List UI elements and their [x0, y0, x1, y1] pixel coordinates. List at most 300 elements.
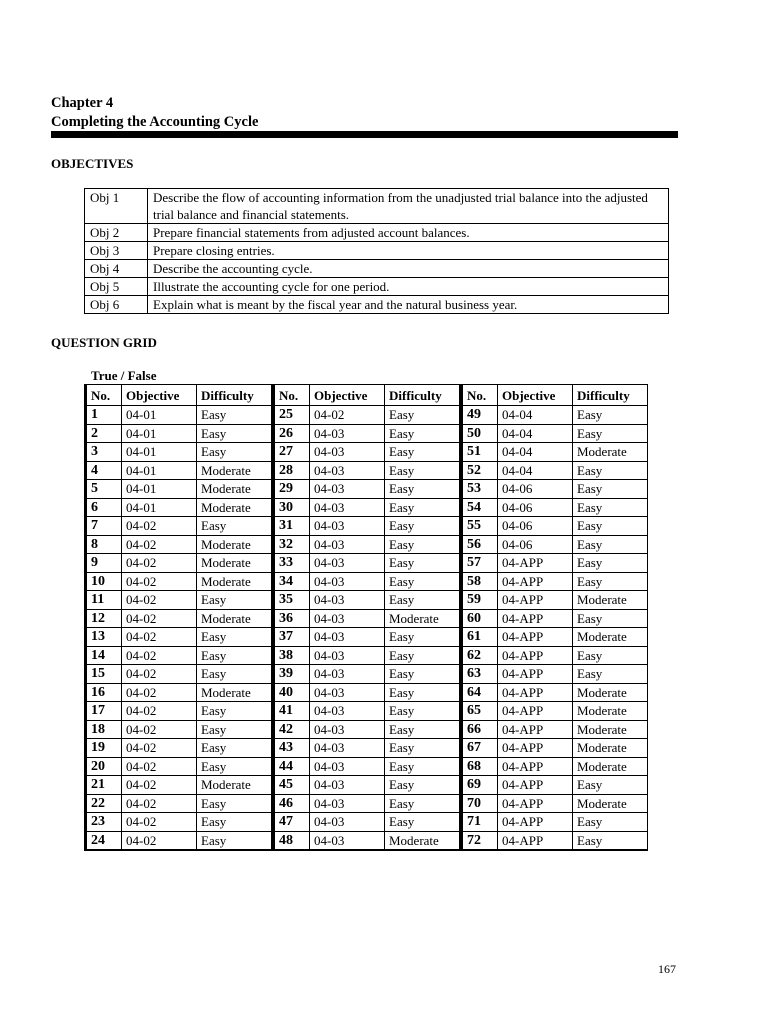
question-objective: 04-APP [498, 757, 573, 776]
question-grid [84, 384, 648, 851]
table-row [274, 776, 460, 795]
table-row [86, 794, 272, 813]
question-objective: 04-03 [310, 609, 385, 628]
question-difficulty: Moderate [573, 739, 648, 758]
table-row [86, 683, 272, 702]
grid-header-row [462, 385, 648, 406]
table-row [86, 443, 272, 462]
objective-id: Obj 5 [85, 278, 148, 296]
column-header-difficulty: Difficulty [573, 385, 648, 406]
question-difficulty: Easy [573, 406, 648, 425]
question-number: 7 [86, 517, 122, 536]
objective-id: Obj 3 [85, 242, 148, 260]
question-number: 66 [462, 720, 498, 739]
question-difficulty: Easy [573, 498, 648, 517]
question-objective: 04-02 [122, 720, 197, 739]
question-number: 58 [462, 572, 498, 591]
chapter-number: Chapter 4 [51, 95, 114, 111]
question-objective: 04-02 [310, 406, 385, 425]
table-row [462, 535, 648, 554]
question-number: 14 [86, 646, 122, 665]
question-difficulty: Moderate [385, 831, 460, 850]
question-objective: 04-APP [498, 572, 573, 591]
table-row [462, 554, 648, 573]
question-difficulty: Easy [385, 461, 460, 480]
question-difficulty: Easy [573, 517, 648, 536]
question-difficulty: Easy [197, 702, 272, 721]
question-objective: 04-APP [498, 702, 573, 721]
table-row [86, 665, 272, 684]
question-number: 49 [462, 406, 498, 425]
question-number: 62 [462, 646, 498, 665]
question-objective: 04-04 [498, 443, 573, 462]
question-objective: 04-03 [310, 424, 385, 443]
table-row [274, 535, 460, 554]
question-number: 60 [462, 609, 498, 628]
question-difficulty: Easy [385, 572, 460, 591]
question-objective: 04-APP [498, 794, 573, 813]
table-row [86, 480, 272, 499]
question-difficulty: Easy [385, 498, 460, 517]
table-row [274, 720, 460, 739]
table-row [86, 498, 272, 517]
table-row [86, 646, 272, 665]
question-number: 8 [86, 535, 122, 554]
question-objective: 04-01 [122, 406, 197, 425]
table-row [86, 424, 272, 443]
question-objective: 04-APP [498, 683, 573, 702]
question-objective: 04-APP [498, 720, 573, 739]
table-row [274, 739, 460, 758]
question-objective: 04-03 [310, 517, 385, 536]
question-difficulty: Easy [385, 591, 460, 610]
question-number: 19 [86, 739, 122, 758]
question-number: 30 [274, 498, 310, 517]
objectives-heading: OBJECTIVES [51, 156, 134, 171]
question-difficulty: Easy [385, 776, 460, 795]
question-difficulty: Moderate [197, 776, 272, 795]
question-number: 48 [274, 831, 310, 850]
question-number: 26 [274, 424, 310, 443]
question-objective: 04-02 [122, 517, 197, 536]
table-row [462, 646, 648, 665]
objective-row [85, 296, 669, 314]
question-difficulty: Moderate [573, 702, 648, 721]
question-number: 13 [86, 628, 122, 647]
table-row [86, 831, 272, 850]
column-header-difficulty: Difficulty [385, 385, 460, 406]
question-objective: 04-03 [310, 794, 385, 813]
true-false-heading: True / False [91, 368, 157, 383]
question-difficulty: Easy [197, 646, 272, 665]
objective-id: Obj 4 [85, 260, 148, 278]
table-row [462, 739, 648, 758]
column-header-difficulty: Difficulty [197, 385, 272, 406]
table-row [462, 517, 648, 536]
question-number: 47 [274, 813, 310, 832]
question-objective: 04-03 [310, 683, 385, 702]
question-number: 61 [462, 628, 498, 647]
question-difficulty: Moderate [197, 480, 272, 499]
table-row [274, 406, 460, 425]
question-number: 56 [462, 535, 498, 554]
question-difficulty: Easy [573, 535, 648, 554]
question-difficulty: Easy [385, 480, 460, 499]
objective-id: Obj 1 [85, 189, 148, 224]
question-number: 24 [86, 831, 122, 850]
objective-text: Illustrate the accounting cycle for one period. [148, 278, 669, 296]
question-number: 57 [462, 554, 498, 573]
question-grid-block [84, 384, 272, 851]
question-number: 59 [462, 591, 498, 610]
question-number: 36 [274, 609, 310, 628]
table-row [86, 535, 272, 554]
table-row [274, 498, 460, 517]
question-objective: 04-03 [310, 591, 385, 610]
table-row [86, 554, 272, 573]
question-objective: 04-01 [122, 498, 197, 517]
table-row [86, 572, 272, 591]
question-difficulty: Easy [385, 628, 460, 647]
question-objective: 04-04 [498, 406, 573, 425]
question-objective: 04-02 [122, 609, 197, 628]
question-objective: 04-02 [122, 813, 197, 832]
question-difficulty: Moderate [197, 498, 272, 517]
column-header-objective: Objective [310, 385, 385, 406]
column-header-objective: Objective [498, 385, 573, 406]
question-objective: 04-03 [310, 480, 385, 499]
question-objective: 04-02 [122, 535, 197, 554]
table-row [86, 720, 272, 739]
question-objective: 04-03 [310, 831, 385, 850]
objective-id: Obj 2 [85, 224, 148, 242]
chapter-heading [51, 94, 258, 132]
question-difficulty: Easy [385, 683, 460, 702]
table-row [274, 628, 460, 647]
table-row [86, 757, 272, 776]
question-objective: 04-06 [498, 535, 573, 554]
question-objective: 04-03 [310, 739, 385, 758]
question-objective: 04-02 [122, 683, 197, 702]
table-row [86, 776, 272, 795]
question-objective: 04-02 [122, 757, 197, 776]
table-row [274, 646, 460, 665]
question-objective: 04-02 [122, 665, 197, 684]
table-row [86, 461, 272, 480]
table-row [86, 591, 272, 610]
question-objective: 04-03 [310, 720, 385, 739]
question-number: 68 [462, 757, 498, 776]
question-number: 51 [462, 443, 498, 462]
question-number: 17 [86, 702, 122, 721]
question-objective: 04-APP [498, 831, 573, 850]
question-difficulty: Easy [573, 572, 648, 591]
question-objective: 04-06 [498, 517, 573, 536]
table-row [462, 406, 648, 425]
question-difficulty: Easy [385, 406, 460, 425]
question-difficulty: Easy [385, 702, 460, 721]
question-objective: 04-APP [498, 609, 573, 628]
question-difficulty: Easy [197, 628, 272, 647]
table-row [274, 794, 460, 813]
question-objective: 04-04 [498, 461, 573, 480]
table-row [462, 572, 648, 591]
question-difficulty: Moderate [573, 757, 648, 776]
question-difficulty: Easy [197, 406, 272, 425]
question-number: 6 [86, 498, 122, 517]
question-objective: 04-01 [122, 443, 197, 462]
question-number: 9 [86, 554, 122, 573]
question-difficulty: Easy [385, 535, 460, 554]
question-number: 18 [86, 720, 122, 739]
question-objective: 04-02 [122, 628, 197, 647]
question-difficulty: Easy [385, 720, 460, 739]
question-number: 33 [274, 554, 310, 573]
question-number: 37 [274, 628, 310, 647]
question-difficulty: Easy [573, 609, 648, 628]
question-difficulty: Easy [573, 646, 648, 665]
question-objective: 04-01 [122, 424, 197, 443]
question-number: 40 [274, 683, 310, 702]
table-row [462, 757, 648, 776]
question-number: 72 [462, 831, 498, 850]
question-difficulty: Easy [385, 517, 460, 536]
question-number: 71 [462, 813, 498, 832]
table-row [462, 831, 648, 850]
question-number: 25 [274, 406, 310, 425]
question-objective: 04-APP [498, 813, 573, 832]
question-objective: 04-02 [122, 702, 197, 721]
question-difficulty: Easy [197, 794, 272, 813]
question-objective: 04-02 [122, 831, 197, 850]
question-number: 50 [462, 424, 498, 443]
question-objective: 04-02 [122, 794, 197, 813]
question-difficulty: Moderate [573, 443, 648, 462]
question-number: 69 [462, 776, 498, 795]
table-row [274, 813, 460, 832]
question-number: 22 [86, 794, 122, 813]
question-objective: 04-APP [498, 665, 573, 684]
question-objective: 04-03 [310, 628, 385, 647]
question-number: 54 [462, 498, 498, 517]
question-difficulty: Moderate [573, 794, 648, 813]
question-number: 2 [86, 424, 122, 443]
table-row [462, 720, 648, 739]
question-difficulty: Moderate [197, 461, 272, 480]
objective-row [85, 278, 669, 296]
table-row [274, 517, 460, 536]
column-header-no: No. [462, 385, 498, 406]
objective-text: Explain what is meant by the fiscal year and the natural business year. [148, 296, 669, 314]
table-row [86, 517, 272, 536]
question-difficulty: Easy [573, 461, 648, 480]
question-number: 42 [274, 720, 310, 739]
question-difficulty: Easy [385, 794, 460, 813]
table-row [462, 628, 648, 647]
question-objective: 04-03 [310, 813, 385, 832]
question-objective: 04-03 [310, 646, 385, 665]
table-row [274, 572, 460, 591]
question-difficulty: Easy [197, 831, 272, 850]
table-row [86, 628, 272, 647]
question-number: 31 [274, 517, 310, 536]
question-difficulty: Easy [385, 646, 460, 665]
table-row [462, 665, 648, 684]
question-number: 23 [86, 813, 122, 832]
question-difficulty: Moderate [573, 683, 648, 702]
table-row [274, 683, 460, 702]
question-difficulty: Moderate [573, 628, 648, 647]
question-objective: 04-APP [498, 739, 573, 758]
objectives-table [84, 188, 669, 314]
question-number: 65 [462, 702, 498, 721]
table-row [274, 702, 460, 721]
question-objective: 04-APP [498, 554, 573, 573]
question-number: 28 [274, 461, 310, 480]
question-number: 20 [86, 757, 122, 776]
objective-text: Describe the flow of accounting information from the unadjusted trial balance into the adjusted trial balance and financial statements. [148, 189, 669, 224]
question-difficulty: Easy [573, 813, 648, 832]
question-difficulty: Easy [385, 554, 460, 573]
question-difficulty: Moderate [197, 554, 272, 573]
column-header-no: No. [274, 385, 310, 406]
question-difficulty: Moderate [385, 609, 460, 628]
question-number: 5 [86, 480, 122, 499]
question-difficulty: Easy [573, 665, 648, 684]
question-objective: 04-APP [498, 646, 573, 665]
question-difficulty: Moderate [197, 572, 272, 591]
table-row [274, 424, 460, 443]
question-difficulty: Easy [197, 757, 272, 776]
question-objective: 04-04 [498, 424, 573, 443]
question-difficulty: Easy [197, 443, 272, 462]
question-number: 21 [86, 776, 122, 795]
question-objective: 04-03 [310, 665, 385, 684]
table-row [86, 609, 272, 628]
question-grid-block [460, 384, 648, 851]
table-row [274, 554, 460, 573]
question-difficulty: Easy [197, 813, 272, 832]
question-difficulty: Easy [573, 776, 648, 795]
question-objective: 04-02 [122, 554, 197, 573]
question-number: 41 [274, 702, 310, 721]
question-objective: 04-02 [122, 572, 197, 591]
table-row [274, 480, 460, 499]
question-objective: 04-02 [122, 776, 197, 795]
question-number: 44 [274, 757, 310, 776]
question-objective: 04-01 [122, 480, 197, 499]
question-number: 10 [86, 572, 122, 591]
column-header-no: No. [86, 385, 122, 406]
question-difficulty: Easy [573, 554, 648, 573]
objective-row [85, 260, 669, 278]
question-difficulty: Easy [197, 517, 272, 536]
table-row [462, 702, 648, 721]
question-number: 1 [86, 406, 122, 425]
table-row [462, 776, 648, 795]
question-number: 46 [274, 794, 310, 813]
question-number: 34 [274, 572, 310, 591]
question-number: 29 [274, 480, 310, 499]
question-difficulty: Easy [197, 720, 272, 739]
question-difficulty: Easy [573, 831, 648, 850]
question-objective: 04-03 [310, 498, 385, 517]
question-objective: 04-03 [310, 461, 385, 480]
table-row [274, 609, 460, 628]
table-row [462, 480, 648, 499]
question-difficulty: Easy [573, 480, 648, 499]
table-row [462, 683, 648, 702]
question-difficulty: Easy [385, 757, 460, 776]
question-objective: 04-APP [498, 776, 573, 795]
table-row [274, 831, 460, 850]
question-difficulty: Moderate [573, 591, 648, 610]
question-difficulty: Easy [573, 424, 648, 443]
question-number: 55 [462, 517, 498, 536]
question-number: 3 [86, 443, 122, 462]
question-number: 35 [274, 591, 310, 610]
question-number: 67 [462, 739, 498, 758]
objective-row [85, 224, 669, 242]
question-objective: 04-02 [122, 739, 197, 758]
table-row [462, 794, 648, 813]
question-grid-heading: QUESTION GRID [51, 335, 157, 350]
question-difficulty: Moderate [573, 720, 648, 739]
table-row [86, 739, 272, 758]
question-number: 16 [86, 683, 122, 702]
question-number: 63 [462, 665, 498, 684]
question-difficulty: Moderate [197, 535, 272, 554]
table-row [462, 424, 648, 443]
question-difficulty: Easy [385, 424, 460, 443]
table-row [274, 665, 460, 684]
question-number: 27 [274, 443, 310, 462]
question-number: 70 [462, 794, 498, 813]
question-difficulty: Easy [197, 424, 272, 443]
page-number: 167 [658, 962, 676, 976]
heading-rule [51, 131, 678, 138]
question-objective: 04-01 [122, 461, 197, 480]
question-difficulty: Moderate [197, 609, 272, 628]
question-objective: 04-02 [122, 646, 197, 665]
question-number: 39 [274, 665, 310, 684]
table-row [462, 461, 648, 480]
objective-text: Prepare closing entries. [148, 242, 669, 260]
table-row [462, 609, 648, 628]
objective-row [85, 189, 669, 224]
question-difficulty: Easy [197, 665, 272, 684]
question-difficulty: Moderate [197, 683, 272, 702]
question-objective: 04-03 [310, 572, 385, 591]
chapter-title: Completing the Accounting Cycle [51, 114, 259, 130]
question-number: 45 [274, 776, 310, 795]
question-objective: 04-03 [310, 757, 385, 776]
objective-row [85, 242, 669, 260]
question-difficulty: Easy [385, 739, 460, 758]
question-objective: 04-03 [310, 443, 385, 462]
question-objective: 04-APP [498, 591, 573, 610]
table-row [274, 461, 460, 480]
table-row [462, 498, 648, 517]
question-objective: 04-03 [310, 535, 385, 554]
column-header-objective: Objective [122, 385, 197, 406]
table-row [462, 813, 648, 832]
table-row [462, 591, 648, 610]
table-row [86, 406, 272, 425]
objective-id: Obj 6 [85, 296, 148, 314]
question-objective: 04-02 [122, 591, 197, 610]
question-objective: 04-03 [310, 702, 385, 721]
